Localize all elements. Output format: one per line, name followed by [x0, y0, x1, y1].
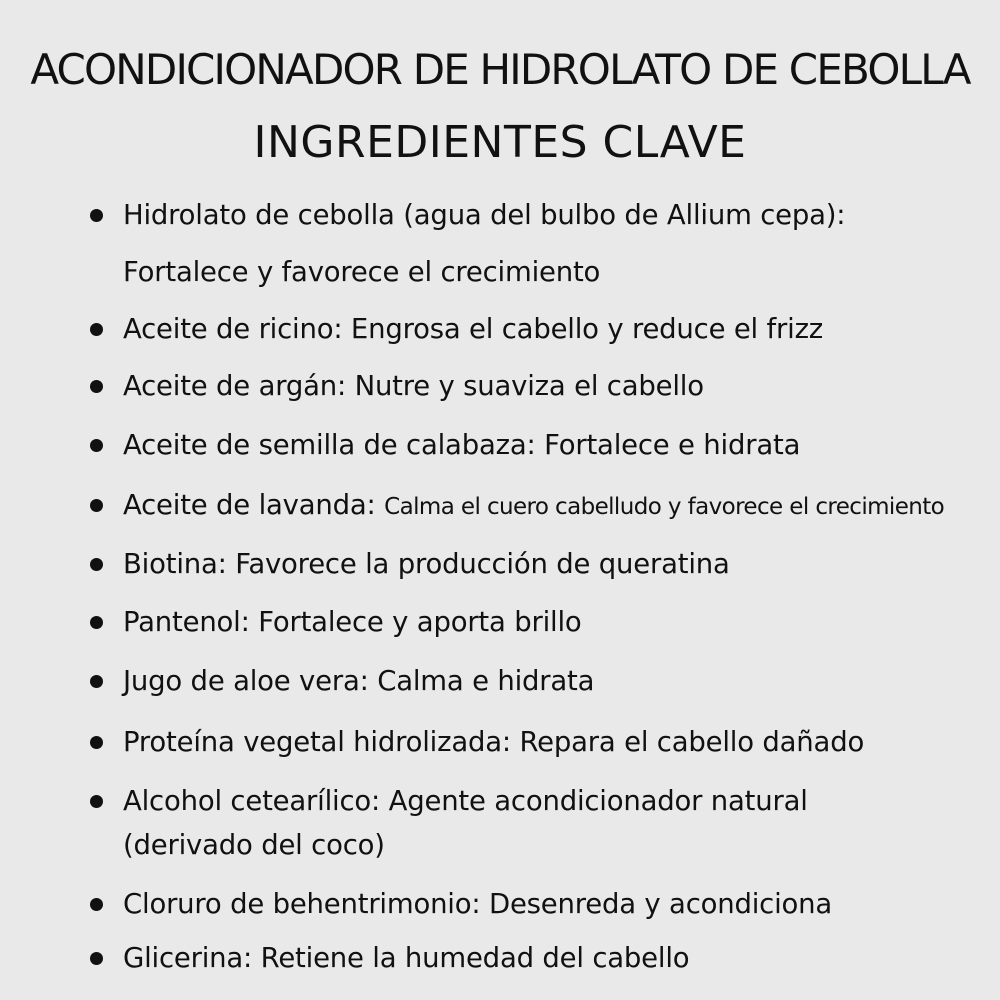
ingredient-text: Hidrolato de cebolla (agua del bulbo de Allium cepa):: [123, 199, 846, 231]
ingredient-name: Aceite de lavanda:: [123, 489, 385, 521]
page-title: ACONDICIONADOR DE HIDROLATO DE CEBOLLA: [30, 45, 970, 94]
bullet-icon: [90, 616, 103, 629]
ingredient-text-continued: Fortalece y favorece el crecimiento: [123, 256, 601, 288]
bullet-icon: [90, 323, 103, 336]
bullet-icon: [90, 209, 103, 222]
bullet-icon: [90, 499, 103, 512]
bullet-icon: [90, 380, 103, 393]
bullet-icon: [90, 558, 103, 571]
ingredient-text: Glicerina: Retiene la humedad del cabello: [123, 942, 690, 974]
bullet-icon: [90, 675, 103, 688]
ingredient-text: Proteína vegetal hidrolizada: Repara el cabello dañado: [123, 726, 865, 758]
ingredient-text: Aceite de argán: Nutre y suaviza el cabello: [123, 370, 704, 402]
ingredient-text-continued: (derivado del coco): [123, 829, 385, 861]
ingredient-text: Aceite de semilla de calabaza: Fortalece e hidrata: [123, 429, 801, 461]
ingredient-text: Jugo de aloe vera: Calma e hidrata: [123, 665, 595, 697]
ingredient-text: Alcohol cetearílico: Agente acondicionador natural: [123, 785, 808, 817]
bullet-icon: [90, 952, 103, 965]
bullet-icon: [90, 439, 103, 452]
ingredient-text: Biotina: Favorece la producción de queratina: [123, 548, 730, 580]
ingredient-text: [123, 476, 993, 536]
bullet-icon: [90, 795, 103, 808]
ingredient-text: Aceite de ricino: Engrosa el cabello y reduce el frizz: [123, 313, 824, 345]
bullet-icon: [90, 736, 103, 749]
ingredient-text: Pantenol: Fortalece y aporta brillo: [123, 606, 582, 638]
bullet-icon: [90, 898, 103, 911]
ingredient-text: Cloruro de behentrimonio: Desenreda y acondiciona: [123, 888, 833, 920]
ingredient-description: Calma el cuero cabelludo y favorece el crecimiento: [384, 494, 945, 520]
page-subtitle: INGREDIENTES CLAVE: [253, 117, 747, 168]
